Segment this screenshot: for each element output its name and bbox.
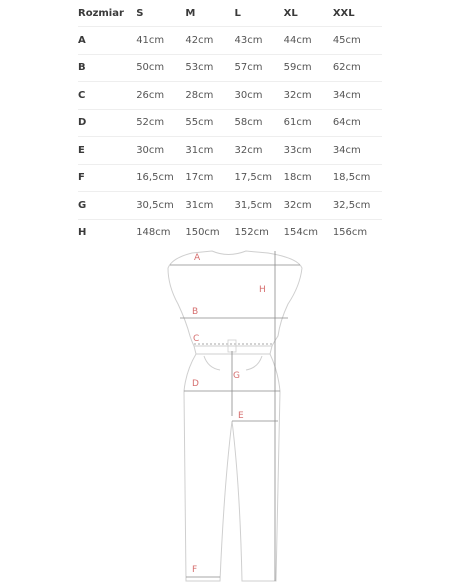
row-label: F — [78, 164, 136, 192]
table-cell: 50cm — [136, 54, 185, 82]
table-row — [78, 54, 382, 82]
table-cell: 53cm — [185, 54, 234, 82]
table-cell: 30cm — [136, 137, 185, 165]
row-label: C — [78, 82, 136, 110]
header-size-m: M — [185, 0, 234, 27]
jumpsuit-measurement-diagram — [150, 246, 310, 584]
label-c: C — [193, 334, 200, 344]
pocket-right — [246, 356, 262, 370]
table-cell: 18cm — [284, 164, 333, 192]
size-chart-table — [78, 0, 382, 246]
table-cell: 61cm — [284, 109, 333, 137]
table-header-row — [78, 0, 382, 27]
table-row — [78, 109, 382, 137]
table-cell: 64cm — [333, 109, 382, 137]
measurement-lines — [170, 251, 300, 581]
table-cell: 33cm — [284, 137, 333, 165]
table-row — [78, 82, 382, 110]
row-label: E — [78, 137, 136, 165]
row-label: A — [78, 27, 136, 55]
table-cell: 43cm — [235, 27, 284, 55]
table-cell: 32cm — [284, 82, 333, 110]
table-cell: 31cm — [185, 192, 234, 220]
table-cell: 31cm — [185, 137, 234, 165]
header-size-label: Rozmiar — [78, 0, 136, 27]
table-cell: 59cm — [284, 54, 333, 82]
table-cell: 17,5cm — [235, 164, 284, 192]
row-label: G — [78, 192, 136, 220]
row-label: B — [78, 54, 136, 82]
header-size-xl: XL — [284, 0, 333, 27]
table-cell: 30cm — [235, 82, 284, 110]
label-g: G — [233, 371, 240, 381]
table-row — [78, 192, 382, 220]
table-cell: 28cm — [185, 82, 234, 110]
jumpsuit-outline — [168, 251, 302, 581]
table-cell: 30,5cm — [136, 192, 185, 220]
table-cell: 42cm — [185, 27, 234, 55]
label-h: H — [259, 285, 266, 295]
table-cell: 18,5cm — [333, 164, 382, 192]
table-cell: 32cm — [284, 192, 333, 220]
table-cell: 32,5cm — [333, 192, 382, 220]
table-cell: 57cm — [235, 54, 284, 82]
table-cell: 152cm — [234, 227, 269, 239]
table-cell: 34cm — [333, 137, 382, 165]
label-e: E — [238, 411, 244, 421]
label-f: F — [192, 565, 198, 575]
table-cell: 150cm — [185, 227, 220, 239]
table-cell: 154cm — [283, 227, 318, 239]
table-cell: 26cm — [136, 82, 185, 110]
table-cell: 31,5cm — [235, 192, 284, 220]
table-cell: 55cm — [185, 109, 234, 137]
table-cell: 34cm — [333, 82, 382, 110]
table-cell: 32cm — [235, 137, 284, 165]
table-cell: 17cm — [185, 164, 234, 192]
table-cell: 41cm — [136, 27, 185, 55]
waistband-outline — [194, 346, 272, 354]
label-d: D — [192, 379, 199, 389]
label-b: B — [192, 307, 199, 317]
row-label: H — [78, 227, 87, 239]
table-cell: 16,5cm — [136, 164, 185, 192]
table-cell: 52cm — [136, 109, 185, 137]
row-label: D — [78, 109, 136, 137]
table-row — [78, 137, 382, 165]
table-cell: 156cm — [332, 227, 368, 239]
table-cell: 148cm — [136, 227, 171, 239]
pocket-left — [204, 356, 220, 370]
table-cell: 45cm — [333, 27, 382, 55]
header-size-xxl: XXL — [333, 0, 382, 27]
table-cell: 44cm — [284, 27, 333, 55]
table-cell: 62cm — [333, 54, 382, 82]
table-cell: 58cm — [235, 109, 284, 137]
table-row — [78, 27, 382, 55]
header-size-l: L — [235, 0, 284, 27]
table-row — [78, 219, 382, 246]
table-row — [78, 164, 382, 192]
label-a: A — [194, 253, 201, 263]
header-size-s: S — [136, 0, 185, 27]
